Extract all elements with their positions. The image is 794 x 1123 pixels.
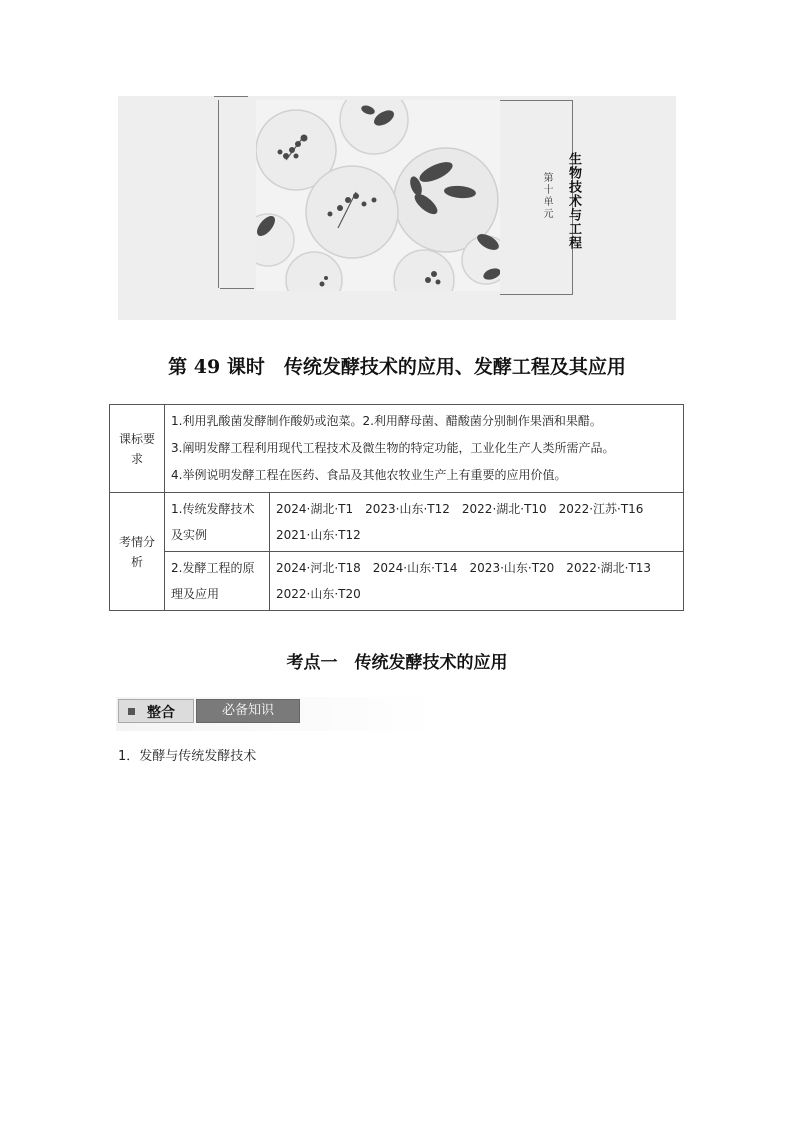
petri-dish-illustration (256, 100, 500, 291)
exam-line: 2021·山东·T12 (276, 528, 361, 542)
banner-rule-left (218, 100, 219, 288)
exam-line: 2022·山东·T20 (276, 587, 361, 601)
requirement-item: 1.利用乳酸菌发酵制作酸奶或泡菜。2.利用酵母菌、醋酸菌分别制作果酒和果醋。 (171, 414, 602, 428)
banner-rule-top (214, 96, 248, 97)
exam-line: 2024·湖北·T1 2023·山东·T12 2022·湖北·T10 2022·江苏·T16 (276, 502, 644, 516)
requirement-item: 4.举例说明发酵工程在医药、食品及其他农牧业生产上有重要的应用价值。 (171, 468, 567, 482)
exam-line: 2024·河北·T18 2024·山东·T14 2023·山东·T20 2022·湖北·T13 (276, 561, 652, 575)
analysis-row (110, 552, 684, 611)
unit-title: 生物技术与工程 (566, 152, 581, 250)
unit-number-label: 第十单元 (541, 172, 552, 220)
banner-rule-bottom (220, 288, 254, 289)
analysis-header: 考情分析 (110, 493, 165, 611)
integration-tag (118, 699, 194, 723)
petri-dish-photo (256, 100, 500, 291)
knowledge-tag: 必备知识 (196, 699, 300, 723)
requirements-cell (165, 405, 684, 493)
banner-frame (500, 100, 573, 295)
analysis-row (110, 493, 684, 552)
requirements-row (110, 405, 684, 493)
integration-tag-label: 整合 (147, 705, 175, 721)
lesson-title: 第 49 课时 传统发酵技术的应用、发酵工程及其应用 (168, 356, 626, 378)
analysis-exams (270, 552, 684, 611)
knowledge-point: 1．发酵与传统发酵技术 (118, 749, 257, 764)
analysis-topic: 1.传统发酵技术及实例 (165, 493, 270, 552)
square-bullet-icon (128, 708, 135, 715)
analysis-exams (270, 493, 684, 552)
section-title: 考点一 传统发酵技术的应用 (286, 653, 508, 673)
curriculum-table (109, 404, 684, 611)
requirement-item: 3.阐明发酵工程利用现代工程技术及微生物的特定功能，工业化生产人类所需产品。 (171, 441, 615, 455)
requirements-header: 课标要求 (110, 405, 165, 493)
analysis-topic: 2.发酵工程的原理及应用 (165, 552, 270, 611)
